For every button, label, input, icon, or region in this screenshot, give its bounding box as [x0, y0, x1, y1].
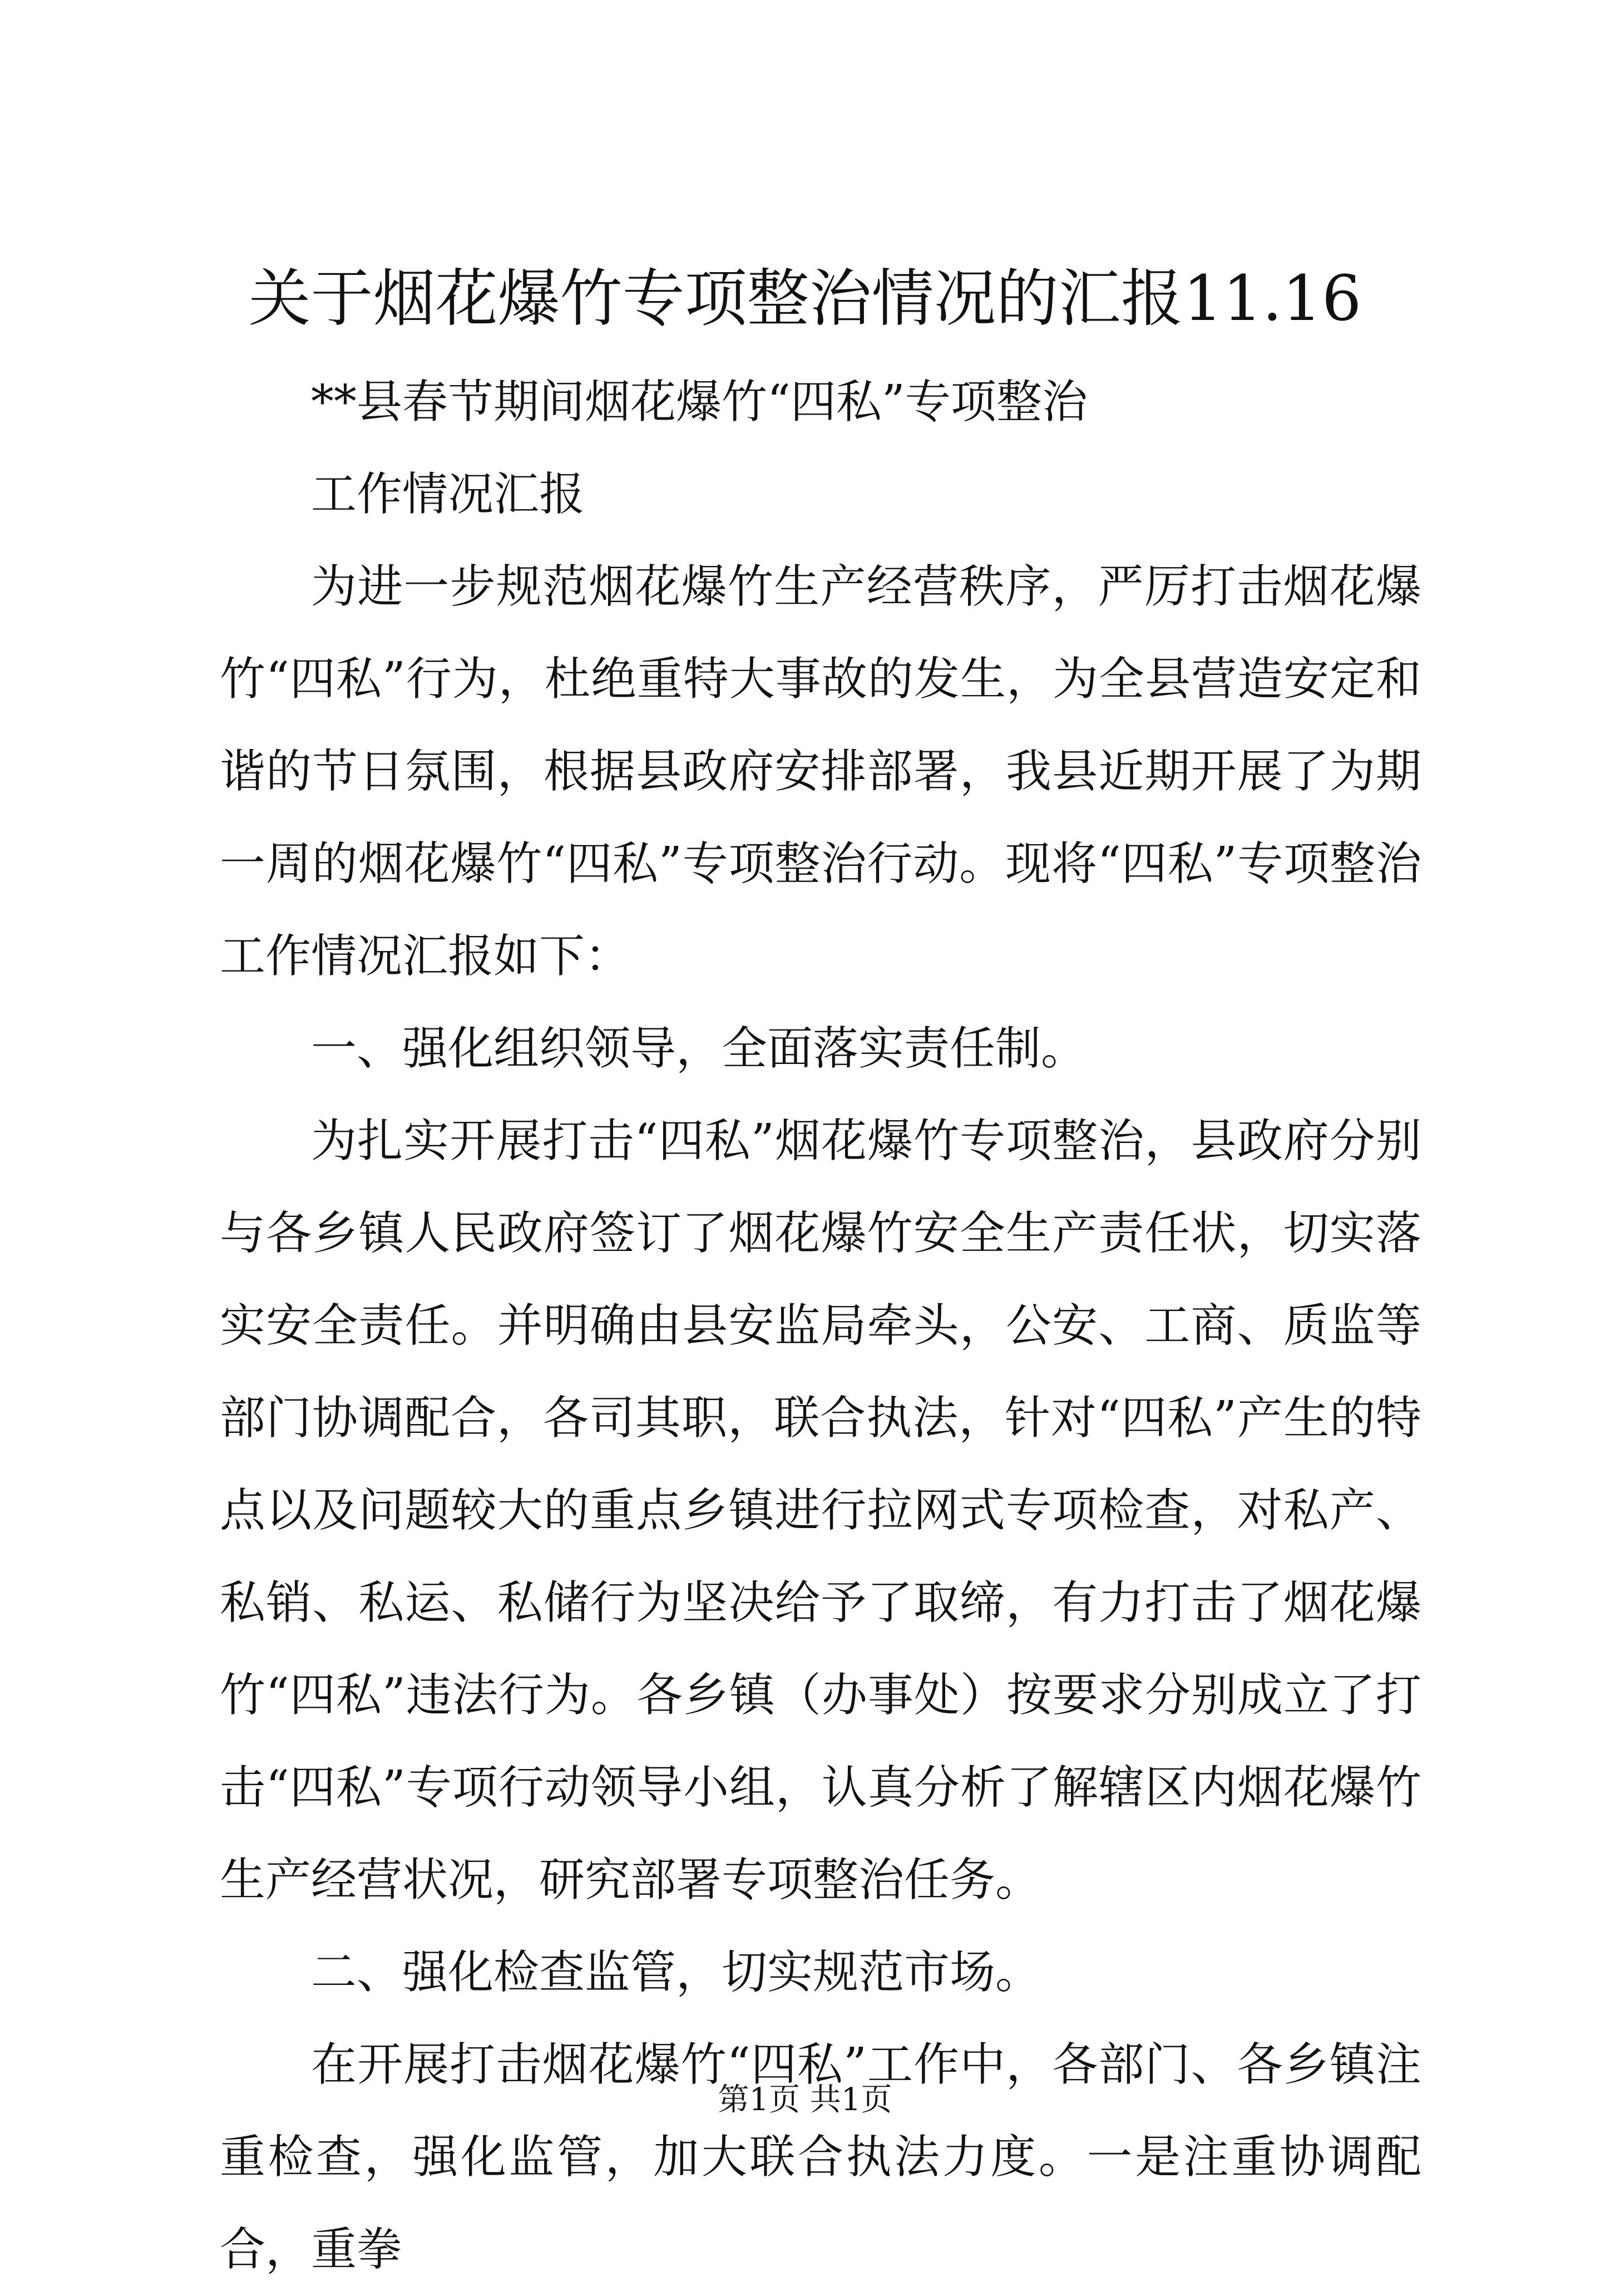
section-1-paragraph: 为扎实开展打击“四私”烟花爆竹专项整治，县政府分别与各乡镇人民政府签订了烟花爆竹安全生产责任状，切实落实安全责任。并明确由县安监局牵头，公安、工商、质监等部门协调配合，各司其职，联合执法，针对“四私”产生的特点以及问题较大的重点乡镇进行拉网式专项检查，对私产、私销、私运、私储行为坚决给予了取缔，有力打击了烟花爆竹“四私”违法行为。各乡镇（办事处）按要求分别成立了打击“四私”专项行动领导小组，认真分析了解辖区内烟花爆竹生产经营状况，研究部署专项整治任务。	[220, 1115, 1421, 1906]
subtitle-line-2: 工作情况汇报	[311, 468, 585, 521]
subtitle-line-1: **县春节期间烟花爆竹“四私”专项整治	[311, 376, 1088, 428]
document-title: 关于烟花爆竹专项整治情况的汇报11.16	[248, 263, 1362, 335]
section-heading-1: 一、强化组织领导，全面落实责任制。	[311, 1022, 1087, 1075]
document-body	[220, 356, 1421, 2296]
section-heading-2: 二、强化检查监管，切实规范市场。	[311, 1946, 1041, 1999]
page-footer: 第1页 共1页	[718, 2082, 892, 2118]
section-2-paragraph: 在开展打击烟花爆竹“四私”工作中，各部门、各乡镇注重检查，强化监管，加大联合执法力度。一是注重协调配合，重拳	[220, 2038, 1421, 2276]
intro-paragraph: 为进一步规范烟花爆竹生产经营秩序，严厉打击烟花爆竹“四私”行为，杜绝重特大事故的发生，为全县营造安定和谐的节日氛围，根据县政府安排部署，我县近期开展了为期一周的烟花爆竹“四私”专项整治行动。现将“四私”专项整治工作情况汇报如下：	[220, 560, 1421, 983]
